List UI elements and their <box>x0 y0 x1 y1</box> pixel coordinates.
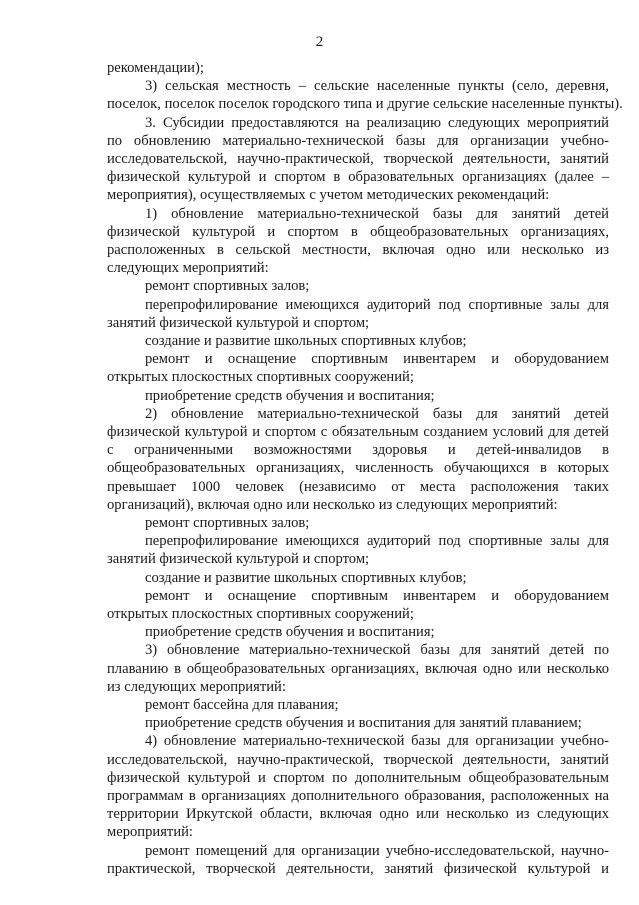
text-line: открытых плоскостных спортивных сооружений; <box>107 606 414 622</box>
page-number: 2 <box>315 34 324 50</box>
text-line: ремонт и оснащение спортивным инвентарем и оборудованием <box>145 351 609 368</box>
text-line: следующих мероприятий: <box>107 260 269 277</box>
text-line: ремонт спортивных залов; <box>145 278 310 295</box>
text-line: физической культурой и спортом по дополнительным общеобразовательным <box>107 769 609 786</box>
text-line: исследовательской, научно-практической, творческой деятельности, занятий <box>107 151 609 167</box>
text-line: поселок, поселок поселок городского типа и другие сельские населенные пункты). <box>107 96 623 113</box>
text-line: приобретение средств обучения и воспитания; <box>145 387 435 404</box>
text-line: приобретение средств обучения и воспитания для занятий плаванием; <box>145 715 582 732</box>
text-line: по обновлению материально-технической базы для организации учебно- <box>107 132 609 149</box>
text-line: 3. Субсидии предоставляются на реализацию следующих мероприятий <box>145 114 609 131</box>
text-line: физической культурой и спортом в общеобразовательных организациях, <box>107 223 609 240</box>
text-line: мероприятий: <box>107 824 193 841</box>
text-line: рекомендации); <box>107 60 204 76</box>
text-line: перепрофилирование имеющихся аудиторий под спортивные залы для <box>145 533 609 550</box>
text-line: ремонт бассейна для плавания; <box>145 697 339 713</box>
text-line: 1) обновление материально-технической базы для занятий детей <box>145 205 609 222</box>
text-line: перепрофилирование имеющихся аудиторий под спортивные залы для <box>145 296 609 313</box>
text-line: расположенных в сельской местности, включая одно или несколько из <box>107 242 609 258</box>
text-line: физической культурой и спортом с обязательным созданием условий для детей <box>107 424 609 440</box>
text-line: превышает 1000 человек (независимо от места расположения таких <box>107 478 609 495</box>
text-line: мероприятия), осуществляемых с учетом методических рекомендаций: <box>107 187 550 204</box>
text-line: из следующих мероприятий: <box>107 678 286 695</box>
text-line: с ограниченными возможностями здоровья и детей-инвалидов в <box>107 442 609 459</box>
text-line: создание и развитие школьных спортивных клубов; <box>145 569 467 586</box>
text-line: приобретение средств обучения и воспитания; <box>145 624 435 641</box>
text-line: ремонт спортивных залов; <box>145 515 310 531</box>
text-line: физической культурой и спортом в образовательных организациях (далее – <box>107 169 609 186</box>
text-line: практической, творческой деятельности, занятий физической культурой и <box>107 860 609 877</box>
text-line: плаванию в общеобразовательных организациях, включая одно или несколько <box>107 660 609 677</box>
text-line: 3) сельская местность – сельские населенные пункты (село, деревня, <box>145 78 609 95</box>
text-line: открытых плоскостных спортивных сооружений; <box>107 369 414 386</box>
text-line: 2) обновление материально-технической базы для занятий детей <box>145 405 609 422</box>
text-line: программам в организациях дополнительного образования, расположенных на <box>107 788 609 804</box>
text-line: организаций), включая одно или несколько из следующих мероприятий: <box>107 496 558 513</box>
text-line: ремонт помещений для организации учебно-исследовательской, научно- <box>145 842 609 859</box>
text-line: общеобразовательных организациях, численность обучающихся в которых <box>107 460 609 477</box>
text-line: создание и развитие школьных спортивных клубов; <box>145 333 467 349</box>
text-line: занятий физической культурой и спортом; <box>107 551 370 568</box>
text-line: ремонт и оснащение спортивным инвентарем и оборудованием <box>145 587 609 604</box>
text-line: территории Иркутской области, включая одно или несколько из следующих <box>107 806 609 823</box>
text-line: исследовательской, научно-практической, творческой деятельности, занятий <box>107 751 609 768</box>
text-line: 3) обновление материально-технической базы для занятий детей по <box>145 642 609 659</box>
text-line: занятий физической культурой и спортом; <box>107 314 370 331</box>
text-line: 4) обновление материально-технической базы для организации учебно- <box>145 733 609 750</box>
